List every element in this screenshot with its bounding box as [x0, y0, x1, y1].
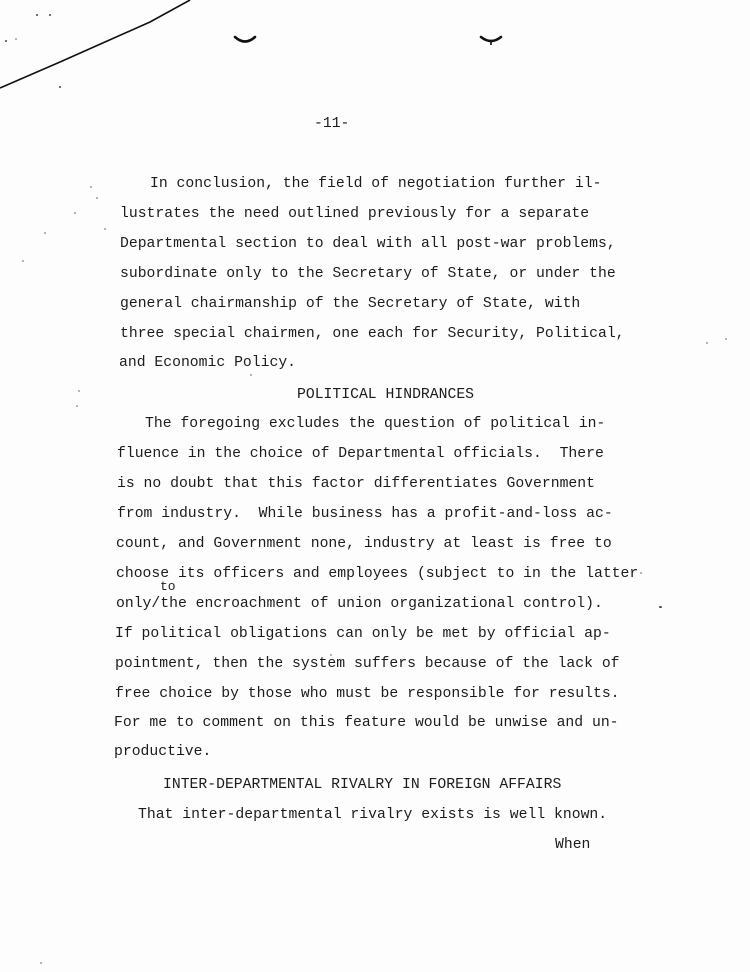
paragraph-line: For me to comment on this feature would be unwise and un- — [114, 715, 619, 731]
paragraph-line: fluence in the choice of Departmental officials. There — [117, 446, 604, 462]
paragraph-line: That inter-departmental rivalry exists is well known. — [138, 807, 608, 823]
paragraph-line: and Economic Policy. — [119, 355, 297, 371]
scan-speck — [104, 228, 106, 230]
paragraph-line: only/the encroachment of union organizational control). — [116, 596, 603, 612]
paragraph-line: is no doubt that this factor differentiates Government — [117, 476, 595, 492]
scan-speck — [22, 260, 24, 262]
staple-mark-left — [233, 34, 257, 46]
paragraph-line: In conclusion, the field of negotiation further il- — [150, 176, 602, 192]
scan-speck — [76, 405, 78, 407]
scan-diagonal-line — [0, 0, 200, 100]
paragraph-line: lustrates the need outlined previously for a separate — [120, 206, 590, 222]
paragraph-line: pointment, then the system suffers because of the lack of — [115, 656, 620, 672]
scan-speck — [36, 14, 38, 16]
paragraph-line: If political obligations can only be met by official ap- — [115, 626, 611, 642]
paragraph-line: count, and Government none, industry at least is free to — [116, 536, 612, 552]
scan-speck — [640, 572, 642, 574]
scan-speck — [5, 40, 7, 42]
scan-speck — [59, 86, 61, 88]
staple-mark-right — [479, 34, 503, 48]
scan-speck — [725, 338, 727, 340]
section-heading: INTER-DEPARTMENTAL RIVALRY IN FOREIGN AFFAIRS — [163, 777, 562, 793]
paragraph-line: productive. — [114, 744, 212, 760]
scan-speck — [706, 342, 708, 344]
interlinear-insertion: to — [160, 579, 176, 594]
scan-speck — [78, 390, 80, 392]
paragraph-line: three special chairmen, one each for Security, Political, — [120, 326, 625, 342]
scan-speck — [40, 962, 42, 964]
scan-speck — [15, 38, 17, 40]
scan-speck — [96, 197, 98, 199]
scan-speck — [44, 232, 46, 234]
paragraph-line: general chairmanship of the Secretary of State, with — [120, 296, 581, 312]
scan-speck — [74, 212, 76, 214]
section-heading: POLITICAL HINDRANCES — [297, 387, 475, 403]
paragraph-line: from industry. While business has a profit-and-loss ac- — [117, 506, 613, 522]
scan-speck — [90, 186, 92, 188]
scan-speck — [250, 374, 252, 376]
paragraph-line: The foregoing excludes the question of political in- — [145, 416, 606, 432]
catchword: When — [555, 837, 591, 853]
paragraph-line: Departmental section to deal with all post-war problems, — [120, 236, 616, 252]
paragraph-line: subordinate only to the Secretary of State, or under the — [120, 266, 616, 282]
page-number: -11- — [314, 116, 350, 132]
scan-speck — [659, 606, 662, 608]
paragraph-line: free choice by those who must be responsible for results. — [115, 686, 620, 702]
scan-speck — [49, 14, 51, 16]
paragraph-line: choose its officers and employees (subject to in the latter — [116, 566, 639, 582]
